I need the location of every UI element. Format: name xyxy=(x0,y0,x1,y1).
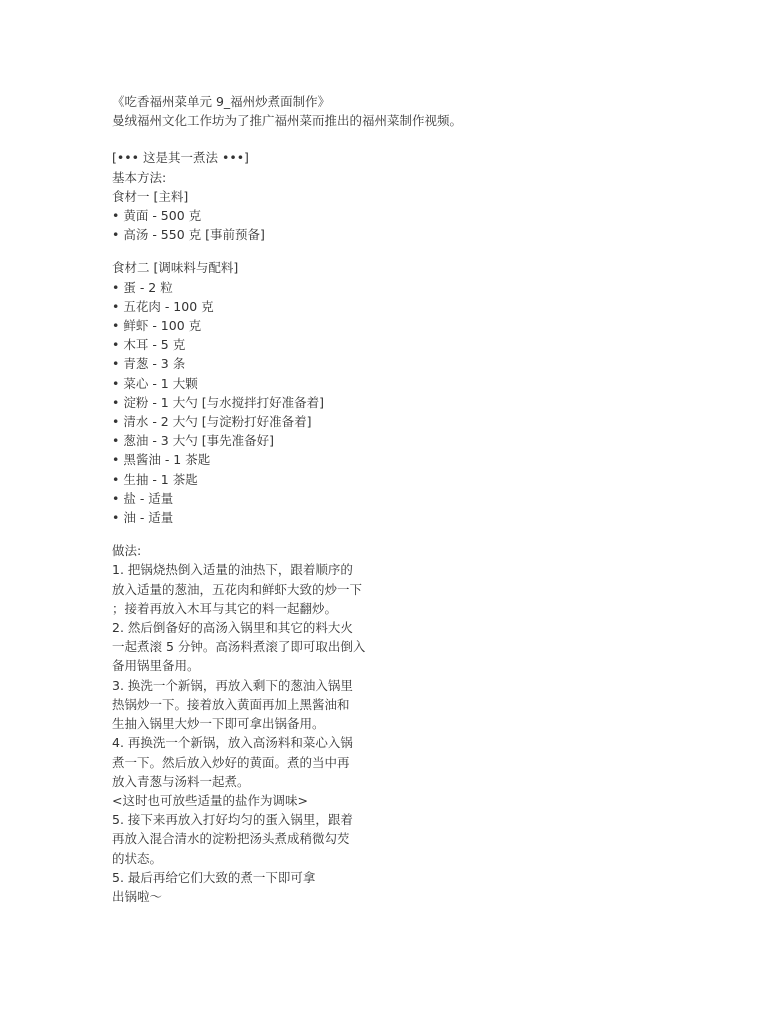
method-steps xyxy=(112,560,632,906)
method-line: 的状态。 xyxy=(112,850,163,866)
method-line: 4. 再换洗一个新锅，放入高汤料和菜心入锅 xyxy=(112,735,353,751)
method-marker: [••• 这是其一煮法 •••] xyxy=(112,150,249,166)
method-line: 煮一下。然后放入炒好的黄面。煮的当中再 xyxy=(112,754,350,770)
document-description: 曼绒福州文化工作坊为了推广福州菜而推出的福州菜制作视频。 xyxy=(112,113,463,129)
method-line: 出锅啦～ xyxy=(112,888,163,904)
method-line: 5. 接下来再放入打好均匀的蛋入锅里，跟着 xyxy=(112,812,353,828)
list-item: • 葱油 - 3 大勺 [事先准备好] xyxy=(112,433,274,449)
list-item: • 淀粉 - 1 大勺 [与水搅拌打好准备着] xyxy=(112,394,324,410)
list-item: • 生抽 - 1 茶匙 xyxy=(112,471,198,487)
list-item: • 盐 - 适量 xyxy=(112,490,174,506)
method-line: 放入青葱与汤料一起煮。 xyxy=(112,773,250,789)
spacer xyxy=(112,527,632,541)
ingredients-2-heading: 食材二 [调味料与配料] xyxy=(112,260,239,276)
list-item: • 菜心 - 1 大颗 xyxy=(112,375,198,391)
method-line: 放入适量的葱油，五花肉和鲜虾大致的炒一下 xyxy=(112,581,363,597)
method-heading: 做法: xyxy=(112,543,142,559)
list-item: • 木耳 - 5 克 xyxy=(112,337,186,353)
list-item: • 青葱 - 3 条 xyxy=(112,356,186,372)
method-line: 1. 把锅烧热倒入适量的油热下，跟着顺序的 xyxy=(112,562,353,578)
ingredients-2-list xyxy=(112,278,632,528)
method-line: 2. 然后倒备好的高汤入锅里和其它的料大火 xyxy=(112,620,353,636)
list-item: • 高汤 - 550 克 [事前预备] xyxy=(112,227,265,243)
list-item: • 蛋 - 2 粒 xyxy=(112,279,173,295)
method-line: 生抽入锅里大炒一下即可拿出锅备用。 xyxy=(112,716,325,732)
document-title: 《吃香福州菜单元 9_福州炒煮面制作》 xyxy=(112,94,331,109)
basic-method-label: 基本方法: xyxy=(112,169,167,185)
recipe-document xyxy=(112,92,632,906)
list-item: • 鲜虾 - 100 克 xyxy=(112,318,202,334)
method-line: 一起煮滚 5 分钟。高汤料煮滚了即可取出倒入 xyxy=(112,639,366,655)
spacer xyxy=(112,244,632,258)
spacer xyxy=(112,130,632,148)
method-line: 5. 最后再给它们大致的煮一下即可拿 xyxy=(112,869,316,885)
list-item: • 黄面 - 500 克 xyxy=(112,208,202,224)
method-line: 热锅炒一下。接着放入黄面再加上黑酱油和 xyxy=(112,696,350,712)
ingredients-1-list xyxy=(112,206,632,244)
ingredients-1-heading: 食材一 [主料] xyxy=(112,188,189,204)
list-item: • 黑酱油 - 1 茶匙 xyxy=(112,452,211,468)
method-line: 备用锅里备用。 xyxy=(112,658,200,674)
list-item: • 清水 - 2 大勺 [与淀粉打好准备着] xyxy=(112,414,312,430)
method-line: <这时也可放些适量的盐作为调味> xyxy=(112,792,308,808)
list-item: • 油 - 适量 xyxy=(112,510,174,526)
method-line: ；接着再放入木耳与其它的料一起翻炒。 xyxy=(112,600,338,616)
method-line: 3. 换洗一个新锅，再放入剩下的葱油入锅里 xyxy=(112,677,353,693)
list-item: • 五花肉 - 100 克 xyxy=(112,298,214,314)
method-line: 再放入混合清水的淀粉把汤头煮成稍微勾芡 xyxy=(112,831,350,847)
